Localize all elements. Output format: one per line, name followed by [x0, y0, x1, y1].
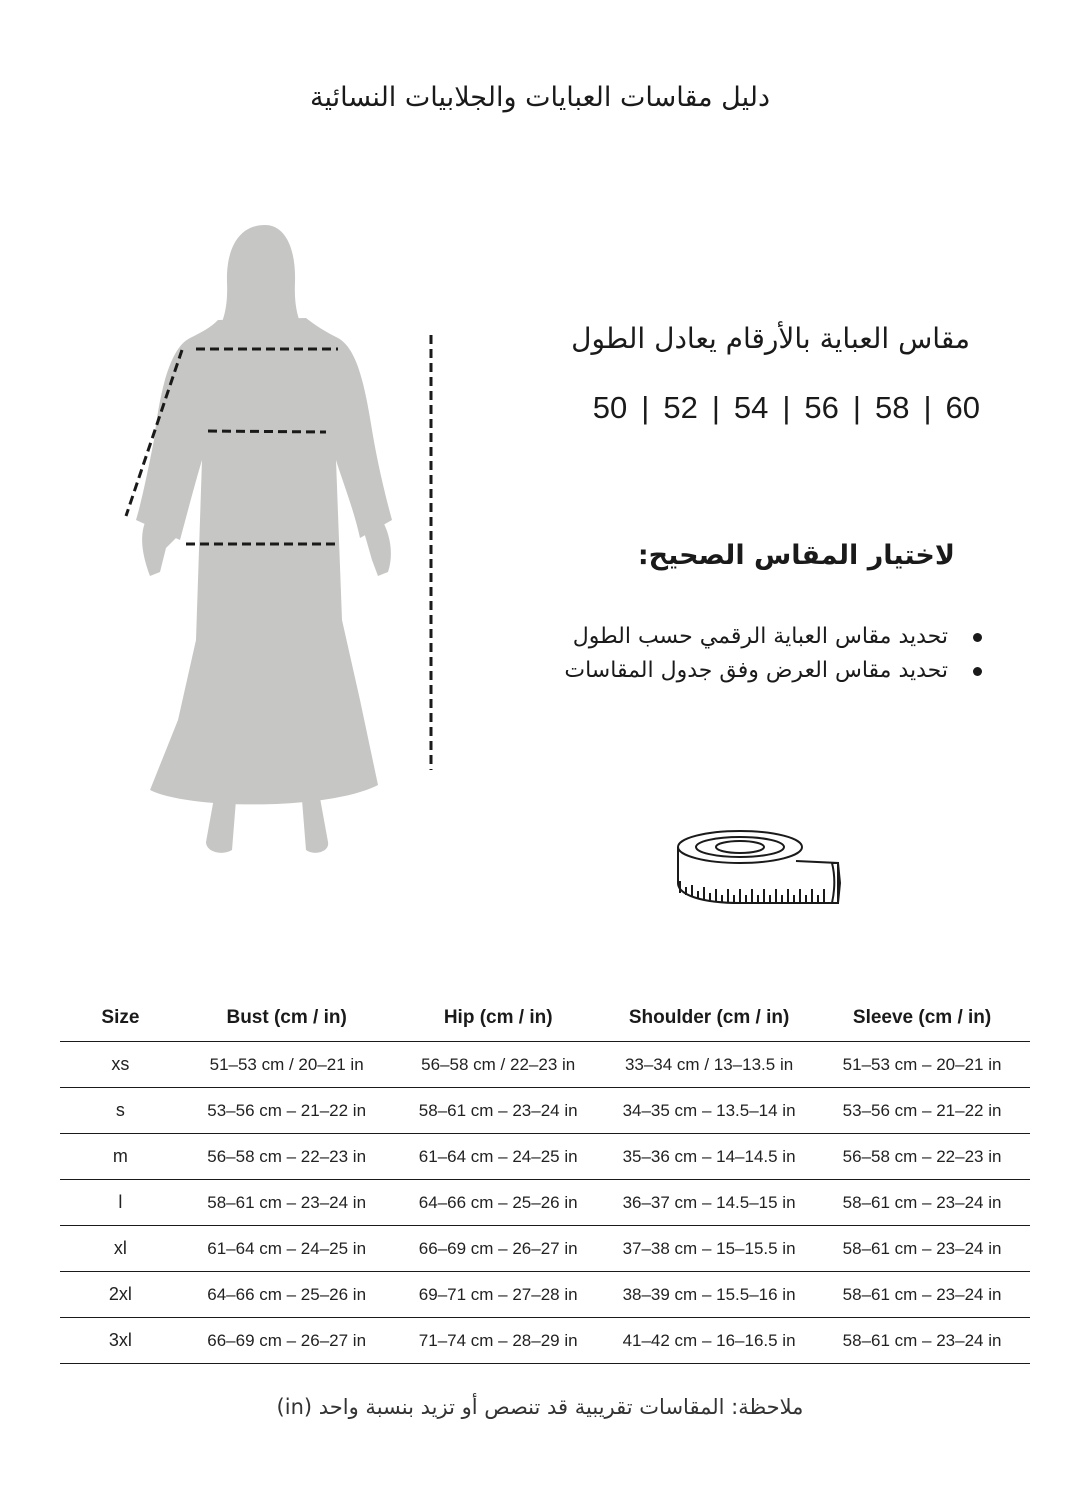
- header-size: Size: [60, 995, 181, 1042]
- cell-sleeve: 58–61 cm – 23–24 in: [814, 1272, 1030, 1318]
- cell-bust: 61–64 cm – 24–25 in: [181, 1226, 393, 1272]
- size-separator: |: [852, 390, 861, 425]
- tips-list: [500, 620, 990, 688]
- table-row: [60, 1318, 1030, 1364]
- cell-size: xl: [60, 1226, 181, 1272]
- header-bust: Bust (cm / in): [181, 995, 393, 1042]
- cell-size: xs: [60, 1042, 181, 1088]
- size-separator: |: [641, 390, 650, 425]
- length-size-list: [520, 390, 990, 426]
- cell-hip: 61–64 cm – 24–25 in: [392, 1134, 604, 1180]
- cell-sleeve: 58–61 cm – 23–24 in: [814, 1318, 1030, 1364]
- length-size: 60: [945, 390, 980, 425]
- header-shoulder: Shoulder (cm / in): [604, 995, 814, 1042]
- cell-bust: 56–58 cm – 22–23 in: [181, 1134, 393, 1180]
- size-separator: |: [782, 390, 791, 425]
- table-row: [60, 1134, 1030, 1180]
- table-row: [60, 1088, 1030, 1134]
- cell-sleeve: 53–56 cm – 21–22 in: [814, 1088, 1030, 1134]
- cell-shoulder: 36–37 cm – 14.5–15 in: [604, 1180, 814, 1226]
- cell-hip: 71–74 cm – 28–29 in: [392, 1318, 604, 1364]
- header-sleeve: Sleeve (cm / in): [814, 995, 1030, 1042]
- footnote: ملاحظة: المقاسات تقريبية قد تنصص أو تزيد بنسبة واحد (in): [276, 1395, 804, 1419]
- list-item: تحديد مقاس العباية الرقمي حسب الطول: [500, 620, 990, 654]
- height-measure-line: [425, 335, 437, 775]
- cell-hip: 56–58 cm / 22–23 in: [392, 1042, 604, 1088]
- cell-hip: 58–61 cm – 23–24 in: [392, 1088, 604, 1134]
- cell-bust: 66–69 cm – 26–27 in: [181, 1318, 393, 1364]
- cell-size: 3xl: [60, 1318, 181, 1364]
- cell-shoulder: 35–36 cm – 14–14.5 in: [604, 1134, 814, 1180]
- length-size: 52: [663, 390, 698, 425]
- cell-sleeve: 58–61 cm – 23–24 in: [814, 1226, 1030, 1272]
- cell-shoulder: 37–38 cm – 15–15.5 in: [604, 1226, 814, 1272]
- cell-sleeve: 51–53 cm – 20–21 in: [814, 1042, 1030, 1088]
- cell-shoulder: 38–39 cm – 15.5–16 in: [604, 1272, 814, 1318]
- size-table: [60, 995, 1030, 1364]
- size-separator: |: [711, 390, 720, 425]
- cell-shoulder: 33–34 cm / 13–13.5 in: [604, 1042, 814, 1088]
- cell-size: s: [60, 1088, 181, 1134]
- cell-size: m: [60, 1134, 181, 1180]
- table-row: [60, 1180, 1030, 1226]
- page-title: دليل مقاسات العبايات والجلابيات النسائية: [309, 82, 770, 113]
- choose-size-heading: لاختيار المقاس الصحيح:: [637, 540, 955, 571]
- table-row: [60, 1226, 1030, 1272]
- cell-bust: 64–66 cm – 25–26 in: [181, 1272, 393, 1318]
- cell-bust: 51–53 cm / 20–21 in: [181, 1042, 393, 1088]
- list-item: تحديد مقاس العرض وفق جدول المقاسات: [500, 654, 990, 688]
- cell-hip: 64–66 cm – 25–26 in: [392, 1180, 604, 1226]
- cell-shoulder: 41–42 cm – 16–16.5 in: [604, 1318, 814, 1364]
- size-separator: |: [923, 390, 932, 425]
- cell-bust: 53–56 cm – 21–22 in: [181, 1088, 393, 1134]
- cell-shoulder: 34–35 cm – 13.5–14 in: [604, 1088, 814, 1134]
- cell-sleeve: 56–58 cm – 22–23 in: [814, 1134, 1030, 1180]
- length-size: 54: [733, 390, 769, 425]
- length-size: 50: [592, 390, 628, 425]
- cell-sleeve: 58–61 cm – 23–24 in: [814, 1180, 1030, 1226]
- table-row: [60, 1272, 1030, 1318]
- length-size: 56: [804, 390, 839, 425]
- cell-size: 2xl: [60, 1272, 181, 1318]
- length-size-heading: مقاس العباية بالأرقام يعادل الطول: [571, 322, 970, 355]
- table-row: [60, 1042, 1030, 1088]
- abaya-silhouette-icon: [110, 220, 410, 870]
- cell-hip: 66–69 cm – 26–27 in: [392, 1226, 604, 1272]
- cell-size: l: [60, 1180, 181, 1226]
- cell-bust: 58–61 cm – 23–24 in: [181, 1180, 393, 1226]
- measuring-tape-icon: [672, 825, 847, 915]
- table-header-row: [60, 995, 1030, 1042]
- cell-hip: 69–71 cm – 27–28 in: [392, 1272, 604, 1318]
- header-hip: Hip (cm / in): [392, 995, 604, 1042]
- length-size: 58: [874, 390, 910, 425]
